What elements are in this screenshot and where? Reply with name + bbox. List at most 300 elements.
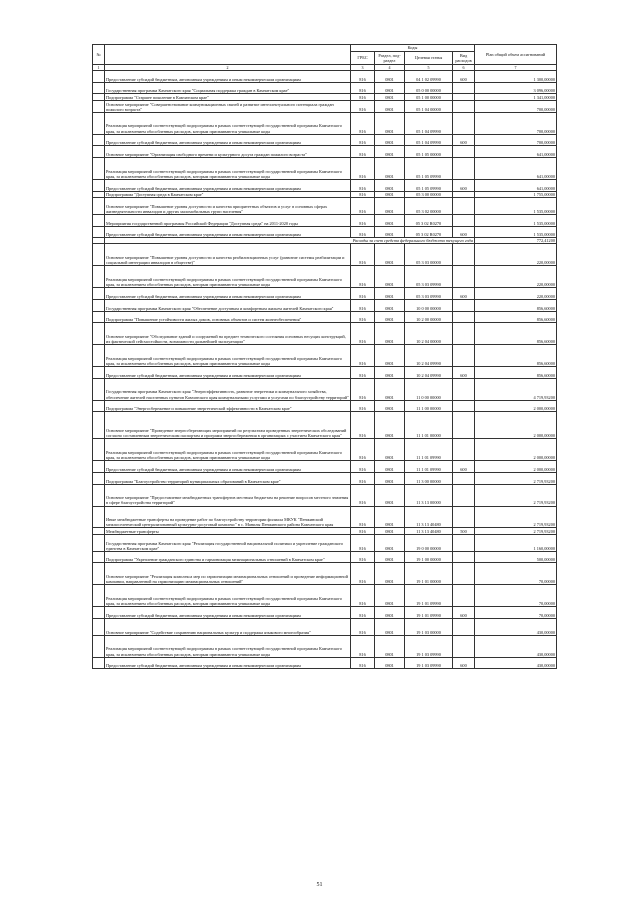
row-article: 19 1 01 00000 <box>405 563 453 585</box>
header-description <box>105 45 351 65</box>
col-index: 4 <box>375 65 405 71</box>
row-description: Межбюджетные трансферты <box>105 528 351 535</box>
row-num-cell <box>93 506 105 528</box>
row-sum: 856,60000 <box>475 367 557 379</box>
header-article: Целевая статья <box>405 52 453 65</box>
row-section: 0801 <box>375 134 405 146</box>
row-sum: 70,00000 <box>475 585 557 607</box>
row-section: 0801 <box>375 214 405 226</box>
row-expense-type <box>453 191 475 198</box>
row-num-cell <box>93 618 105 635</box>
row-article: 11 1 01 00000 <box>405 412 453 439</box>
row-expense-type <box>453 506 475 528</box>
row-description: Основное мероприятие "Обследование зданий и сооружений на предмет технического состояния основных несущих конструкций, их фактической сейсмостойкости, возможности дальнейшей эксплуатации" <box>105 323 351 345</box>
row-sum: 856,60000 <box>475 323 557 345</box>
header-codes: Коды <box>351 45 475 52</box>
row-article: 10 2 04 09990 <box>405 345 453 367</box>
row-sum: 856,60000 <box>475 311 557 323</box>
row-article: 05 3 00 00000 <box>405 191 453 198</box>
table-row <box>93 439 557 461</box>
row-expense-type <box>453 323 475 345</box>
row-num-cell <box>93 179 105 191</box>
row-num-cell <box>93 266 105 288</box>
row-expense-type <box>453 214 475 226</box>
row-num-cell <box>93 71 105 83</box>
row-grbs: 816 <box>351 345 375 367</box>
row-sum: 2 000,00000 <box>475 461 557 473</box>
row-description: Предоставление субсидий бюджетным, автономным учреждениям и иным некоммерческим организациям <box>105 657 351 669</box>
row-expense-type: 600 <box>453 71 475 83</box>
col-index: 3 <box>351 65 375 71</box>
row-article: 05 3 03 00000 <box>405 244 453 266</box>
row-description: Подпрограмма "Энергосбережение и повышение энергетической эффективности в Камчатском крае" <box>105 400 351 412</box>
row-section: 0801 <box>375 71 405 83</box>
row-section: 0801 <box>375 618 405 635</box>
row-num-cell <box>93 288 105 300</box>
row-section: 0801 <box>375 198 405 215</box>
row-section: 0801 <box>375 112 405 134</box>
row-expense-type <box>453 585 475 607</box>
col-index: 5 <box>405 65 453 71</box>
row-grbs: 816 <box>351 101 375 113</box>
row-section: 0801 <box>375 400 405 412</box>
row-section: 0801 <box>375 635 405 657</box>
row-num-cell <box>93 378 105 400</box>
header-expense-type: Вид расходов <box>453 52 475 65</box>
row-description: Предоставление субсидий бюджетным, автономным учреждениям и иным некоммерческим организациям <box>105 288 351 300</box>
row-section: 0801 <box>375 585 405 607</box>
row-sum: 1 160,00000 <box>475 534 557 551</box>
row-article: 19 1 03 09990 <box>405 635 453 657</box>
row-num-cell <box>93 528 105 535</box>
table-row <box>93 323 557 345</box>
row-expense-type <box>453 635 475 657</box>
col-index: 1 <box>93 65 105 71</box>
row-num-cell <box>93 412 105 439</box>
row-num-cell <box>93 635 105 657</box>
row-article: 19 1 01 09990 <box>405 607 453 619</box>
row-description: Предоставление субсидий бюджетным, автономным учреждениям и иным некоммерческим организациям <box>105 367 351 379</box>
row-sum: 2 719,93200 <box>475 472 557 484</box>
row-article: 11 1 00 00000 <box>405 400 453 412</box>
table-row <box>93 94 557 101</box>
table-row <box>93 112 557 134</box>
row-article: 19 0 00 00000 <box>405 534 453 551</box>
table-row <box>93 551 557 563</box>
row-num-cell <box>93 461 105 473</box>
row-grbs: 816 <box>351 461 375 473</box>
row-section: 0801 <box>375 563 405 585</box>
row-num-cell <box>93 472 105 484</box>
row-num-cell <box>93 191 105 198</box>
row-article: 05 3 02 R0270 <box>405 226 453 238</box>
row-section: 0801 <box>375 367 405 379</box>
row-grbs: 816 <box>351 367 375 379</box>
row-num-cell <box>93 94 105 101</box>
row-section: 0801 <box>375 146 405 158</box>
row-grbs: 816 <box>351 528 375 535</box>
row-expense-type <box>453 551 475 563</box>
row-grbs: 816 <box>351 71 375 83</box>
table-row <box>93 635 557 657</box>
row-grbs: 816 <box>351 323 375 345</box>
row-num-cell <box>93 214 105 226</box>
row-expense-type: 600 <box>453 288 475 300</box>
row-section: 0801 <box>375 412 405 439</box>
row-description: Основное мероприятие "Повышение уровня доступности и качества реабилитационных услуг (развитие системы реабилитации и социальной интеграции инвалидов в обществе)" <box>105 244 351 266</box>
row-description: Реализация мероприятий соответствующей подпрограммы в рамках соответствующей государственной программы Камчатского края, за исключением обособленных расходов, которым присваиваются уникальные коды <box>105 585 351 607</box>
col-index: 6 <box>453 65 475 71</box>
row-num-cell <box>93 299 105 311</box>
row-sum: 220,00000 <box>475 266 557 288</box>
row-description: Реализация мероприятий соответствующей подпрограммы в рамках соответствующей государственной программы Камчатского края, за исключением обособленных расходов, которым присваиваются уникальные коды <box>105 345 351 367</box>
row-description: Реализация мероприятий соответствующей подпрограммы в рамках соответствующей государственной программы Камчатского края, за исключением обособленных расходов, которым присваиваются уникальные коды <box>105 439 351 461</box>
row-sum: 70,00000 <box>475 607 557 619</box>
row-sum: 641,00000 <box>475 146 557 158</box>
row-article: 19 1 03 00000 <box>405 618 453 635</box>
table-row <box>93 528 557 535</box>
row-sum: 220,00000 <box>475 288 557 300</box>
row-grbs: 816 <box>351 563 375 585</box>
row-grbs: 816 <box>351 534 375 551</box>
row-article: 11 0 00 00000 <box>405 378 453 400</box>
row-description: Иные межбюджетные трансферты на проведение работ по благоустройству территории филиала МКУК "Пенжинский межпоселенческий централизованный культурно-досуговый комплекс" в с. Манилы Пенжинского района Камчатского края <box>105 506 351 528</box>
row-num-cell <box>93 311 105 323</box>
row-article: 11 3 13 00000 <box>405 484 453 506</box>
row-expense-type: 600 <box>453 607 475 619</box>
row-section: 0801 <box>375 179 405 191</box>
table-row <box>93 226 557 238</box>
row-sum: 70,00000 <box>475 563 557 585</box>
row-grbs: 816 <box>351 226 375 238</box>
row-expense-type <box>453 158 475 180</box>
row-article: 04 1 02 09990 <box>405 71 453 83</box>
row-grbs: 816 <box>351 146 375 158</box>
row-article: 10 2 04 09990 <box>405 367 453 379</box>
row-section: 0801 <box>375 551 405 563</box>
row-grbs: 816 <box>351 191 375 198</box>
row-num-cell <box>93 198 105 215</box>
row-grbs: 816 <box>351 439 375 461</box>
row-grbs: 816 <box>351 607 375 619</box>
table-row <box>93 146 557 158</box>
page-number: 51 <box>316 882 323 888</box>
row-num-cell <box>93 101 105 113</box>
row-expense-type: 500 <box>453 528 475 535</box>
row-sum: 856,60000 <box>475 345 557 367</box>
row-expense-type <box>453 412 475 439</box>
row-article: 05 0 00 00000 <box>405 82 453 94</box>
row-description: Основное мероприятие "Проведение энергосберегающих мероприятий по результатам проведенных энергетических обследований согласно составленным энергетическим паспортам и программ энергосбережения в организациях с участием Камчатского края" <box>105 412 351 439</box>
row-sum: 500,00000 <box>475 551 557 563</box>
table-row <box>93 288 557 300</box>
row-expense-type <box>453 311 475 323</box>
table-row <box>93 179 557 191</box>
row-expense-type: 600 <box>453 134 475 146</box>
row-article: 10 2 00 00000 <box>405 311 453 323</box>
row-grbs: 816 <box>351 214 375 226</box>
row-sum: 1 755,00000 <box>475 191 557 198</box>
row-grbs: 816 <box>351 657 375 669</box>
row-description: Реализация мероприятий соответствующей подпрограммы в рамках соответствующей государственной программы Камчатского края, за исключением обособленных расходов, которым присваиваются уникальные коды <box>105 112 351 134</box>
table-row <box>93 534 557 551</box>
row-num-cell <box>93 112 105 134</box>
row-sum: 1 535,00000 <box>475 226 557 238</box>
row-sum: 700,00000 <box>475 134 557 146</box>
row-sum: 2 719,93200 <box>475 528 557 535</box>
row-num-cell <box>93 607 105 619</box>
table-row <box>93 472 557 484</box>
row-grbs: 816 <box>351 82 375 94</box>
row-grbs: 816 <box>351 266 375 288</box>
row-section: 0801 <box>375 226 405 238</box>
row-expense-type <box>453 198 475 215</box>
row-description: Предоставление субсидий бюджетным, автономным учреждениям и иным некоммерческим организациям <box>105 179 351 191</box>
row-grbs: 816 <box>351 378 375 400</box>
row-description: Реализация мероприятий соответствующей подпрограммы в рамках соответствующей государственной программы Камчатского края, за исключением обособленных расходов, которым присваиваются уникальные коды <box>105 635 351 657</box>
row-grbs: 816 <box>351 472 375 484</box>
row-num-cell <box>93 345 105 367</box>
row-expense-type <box>453 472 475 484</box>
row-grbs: 816 <box>351 412 375 439</box>
row-article: 11 3 13 40480 <box>405 528 453 535</box>
header-grbs: ГРБС <box>351 52 375 65</box>
row-num-cell <box>93 400 105 412</box>
row-num-cell <box>93 82 105 94</box>
header-total: Plan общий объем ассигнований <box>475 45 557 65</box>
row-grbs: 816 <box>351 94 375 101</box>
row-expense-type <box>453 534 475 551</box>
row-expense-type <box>453 266 475 288</box>
row-grbs: 816 <box>351 244 375 266</box>
row-section: 0801 <box>375 528 405 535</box>
row-description: Подпрограмма "Повышение устойчивости жилых домов, основных объектов и систем жизнеобеспечения" <box>105 311 351 323</box>
row-article: 05 3 03 09990 <box>405 266 453 288</box>
row-description: Государственная программа Камчатского края "Социальная поддержка граждан в Камчатском крае" <box>105 82 351 94</box>
header-num: № <box>93 45 105 65</box>
row-section: 0801 <box>375 266 405 288</box>
table-row <box>93 367 557 379</box>
row-grbs: 816 <box>351 198 375 215</box>
row-section: 0801 <box>375 288 405 300</box>
row-num-cell <box>93 146 105 158</box>
row-sum: 772,41200 <box>475 238 557 244</box>
table-row <box>93 461 557 473</box>
row-num-cell <box>93 244 105 266</box>
row-section: 0801 <box>375 82 405 94</box>
row-description: Государственная программа Камчатского края "Реализация государственной национальной политики и укрепление гражданского единства в Камчатском крае" <box>105 534 351 551</box>
row-num-cell <box>93 484 105 506</box>
row-description: Основное мероприятие "Предоставление межбюджетных трансфертов местным бюджетам на решение вопросов местного значения в сфере благоустройства территорий" <box>105 484 351 506</box>
row-grbs: 816 <box>351 551 375 563</box>
row-description: Подпрограмма "Укрепление гражданского единства и гармонизация межнациональных отношений в Камчатском крае" <box>105 551 351 563</box>
row-article: 11 3 13 40480 <box>405 506 453 528</box>
row-article: 19 1 01 09990 <box>405 585 453 607</box>
row-section: 0801 <box>375 472 405 484</box>
row-sum: 430,00000 <box>475 635 557 657</box>
row-expense-type: 600 <box>453 367 475 379</box>
row-expense-type <box>453 484 475 506</box>
row-section: 0801 <box>375 94 405 101</box>
table-row <box>93 484 557 506</box>
row-expense-type <box>453 94 475 101</box>
row-sum: 4 719,93200 <box>475 378 557 400</box>
row-grbs: 816 <box>351 618 375 635</box>
row-expense-type <box>453 82 475 94</box>
row-sum: 2 000,00000 <box>475 412 557 439</box>
row-sum: 700,00000 <box>475 112 557 134</box>
row-sum: 856,60000 <box>475 299 557 311</box>
row-description: Государственная программа Камчатского края "Обеспечение доступным и комфортным жильем жителей Камчатского края" <box>105 299 351 311</box>
row-sum: 641,00000 <box>475 158 557 180</box>
row-grbs: 816 <box>351 112 375 134</box>
table-row <box>93 214 557 226</box>
row-sum: 2 000,00000 <box>475 439 557 461</box>
row-grbs: 816 <box>351 585 375 607</box>
row-section: 0801 <box>375 657 405 669</box>
row-num-cell <box>93 323 105 345</box>
row-section: 0801 <box>375 461 405 473</box>
table-row <box>93 506 557 528</box>
row-sum: 1 300,00000 <box>475 71 557 83</box>
row-description: Предоставление субсидий бюджетным, автономным учреждениям и иным некоммерческим организациям <box>105 134 351 146</box>
row-description: Основное мероприятие "Повышение уровня доступности и качества приоритетных объектов и услуг в основных сферах жизнедеятельности инвалидов и других маломобильных групп населения" <box>105 198 351 215</box>
row-article: 05 1 04 09990 <box>405 112 453 134</box>
row-description: Государственная программа Камчатского края "Энергоэффективность, развитие энергетики и коммунального хозяйства, обеспечение жителей населенных пунктов Камчатского края коммунальными услугами и услугами по благоустройству территорий" <box>105 378 351 400</box>
table-row <box>93 607 557 619</box>
row-num-cell <box>93 657 105 669</box>
row-description: Реализация мероприятий соответствующей подпрограммы в рамках соответствующей государственной программы Камчатского края, за исключением обособленных расходов, которым присваиваются уникальные коды <box>105 266 351 288</box>
row-article: 11 1 01 09990 <box>405 439 453 461</box>
row-section: 0801 <box>375 345 405 367</box>
row-sum: 3 096,00000 <box>475 82 557 94</box>
table-row <box>93 82 557 94</box>
row-expense-type <box>453 112 475 134</box>
row-section: 0801 <box>375 484 405 506</box>
row-sum: 430,00000 <box>475 618 557 635</box>
row-sum: 1 535,00000 <box>475 214 557 226</box>
row-section: 0801 <box>375 506 405 528</box>
row-grbs: 816 <box>351 635 375 657</box>
row-num-cell <box>93 534 105 551</box>
table-row <box>93 618 557 635</box>
row-num-cell <box>93 439 105 461</box>
row-description: Подпрограмма "Благоустройство территорий муниципальных образований в Камчатском крае" <box>105 472 351 484</box>
row-grbs: 816 <box>351 158 375 180</box>
row-article: 19 1 03 09990 <box>405 657 453 669</box>
row-section: 0801 <box>375 191 405 198</box>
row-sum: 641,00000 <box>475 179 557 191</box>
row-section: 0801 <box>375 378 405 400</box>
row-description: Подпрограмма "Старшее поколение в Камчатском крае" <box>105 94 351 101</box>
row-expense-type <box>453 439 475 461</box>
col-index: 2 <box>105 65 351 71</box>
row-expense-type: 600 <box>453 226 475 238</box>
row-description: Подпрограмма "Доступная среда в Камчатском крае" <box>105 191 351 198</box>
row-section: 0801 <box>375 323 405 345</box>
row-expense-type <box>453 618 475 635</box>
table-row <box>93 158 557 180</box>
row-article: 05 1 05 00000 <box>405 146 453 158</box>
row-expense-type <box>453 400 475 412</box>
table-row <box>93 345 557 367</box>
row-grbs: 816 <box>351 179 375 191</box>
row-num-cell <box>93 367 105 379</box>
table-row <box>93 71 557 83</box>
row-description: Основное мероприятие "Организация свободного времени и культурного досуга граждан пожилого возраста" <box>105 146 351 158</box>
row-note: Расходы за счет средств федерального бюджета текущего года <box>105 238 475 244</box>
row-expense-type <box>453 101 475 113</box>
table-row <box>93 191 557 198</box>
row-article: 05 3 02 R0270 <box>405 214 453 226</box>
row-article: 11 3 00 00000 <box>405 472 453 484</box>
row-grbs: 816 <box>351 484 375 506</box>
row-description: Предоставление субсидий бюджетным, автономным учреждениям и иным некоммерческим организациям <box>105 71 351 83</box>
row-section: 0801 <box>375 158 405 180</box>
row-expense-type: 600 <box>453 461 475 473</box>
row-expense-type <box>453 299 475 311</box>
row-section: 0801 <box>375 244 405 266</box>
row-description: Предоставление субсидий бюджетным, автономным учреждениям и иным некоммерческим организациям <box>105 607 351 619</box>
table-row <box>93 134 557 146</box>
row-section: 0801 <box>375 101 405 113</box>
table-row <box>93 378 557 400</box>
table-row <box>93 244 557 266</box>
table-row <box>93 657 557 669</box>
row-expense-type <box>453 563 475 585</box>
row-article: 05 3 02 00000 <box>405 198 453 215</box>
budget-table <box>92 44 557 669</box>
row-expense-type: 600 <box>453 179 475 191</box>
header-section: Раздел, под-раздел <box>375 52 405 65</box>
row-article: 05 3 03 09990 <box>405 288 453 300</box>
row-article: 05 1 04 00000 <box>405 101 453 113</box>
row-section: 0801 <box>375 534 405 551</box>
table-body <box>93 71 557 669</box>
table-row <box>93 563 557 585</box>
row-article: 19 1 00 00000 <box>405 551 453 563</box>
row-description: Основное мероприятие "Реализация комплекса мер по гармонизации межнациональных отношений и проведение информационной кампании, направленной на гармонизацию межнациональных отношений" <box>105 563 351 585</box>
table-row <box>93 412 557 439</box>
table-row <box>93 101 557 113</box>
row-description: Предоставление субсидий бюджетным, автономным учреждениям и иным некоммерческим организациям <box>105 226 351 238</box>
row-grbs: 816 <box>351 506 375 528</box>
row-grbs: 816 <box>351 299 375 311</box>
row-sum: 430,00000 <box>475 657 557 669</box>
row-num-cell <box>93 134 105 146</box>
row-section: 0801 <box>375 439 405 461</box>
table-row <box>93 266 557 288</box>
row-article: 11 1 01 09990 <box>405 461 453 473</box>
row-expense-type <box>453 244 475 266</box>
row-article: 05 1 04 09990 <box>405 134 453 146</box>
table-row <box>93 311 557 323</box>
row-sum: 2 719,93200 <box>475 484 557 506</box>
row-section: 0801 <box>375 299 405 311</box>
row-sum: 2 000,00000 <box>475 400 557 412</box>
row-expense-type <box>453 378 475 400</box>
row-num-cell <box>93 226 105 238</box>
row-expense-type: 600 <box>453 657 475 669</box>
col-index: 7 <box>475 65 557 71</box>
row-grbs: 816 <box>351 288 375 300</box>
row-num-cell <box>93 585 105 607</box>
row-num-cell <box>93 563 105 585</box>
row-section: 0801 <box>375 311 405 323</box>
row-grbs: 816 <box>351 311 375 323</box>
row-article: 10 0 00 00000 <box>405 299 453 311</box>
row-description: Мероприятия государственной программы Российской Федерации "Доступная среда" на 2011-2020 годы <box>105 214 351 226</box>
